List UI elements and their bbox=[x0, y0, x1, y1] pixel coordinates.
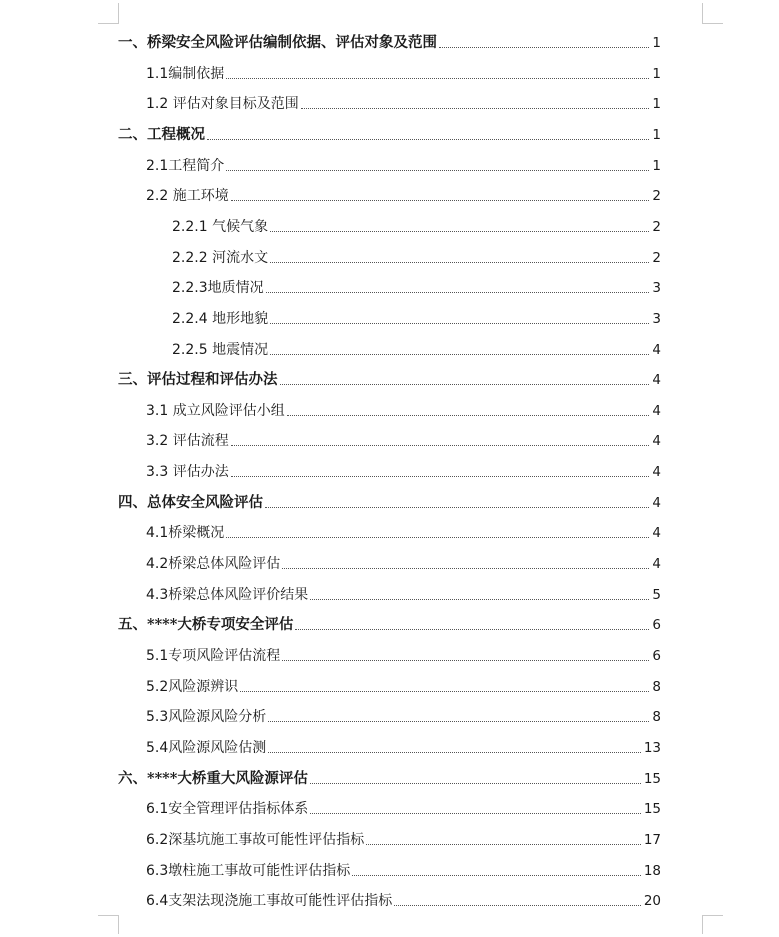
dot-leader bbox=[310, 782, 641, 784]
toc-entry[interactable] bbox=[118, 30, 661, 52]
toc-entry-label: 一、桥梁安全风险评估编制依据、评估对象及范围 bbox=[118, 34, 437, 51]
toc-entry-label: 三、评估过程和评估办法 bbox=[118, 371, 278, 389]
toc-entry[interactable] bbox=[118, 367, 661, 389]
dot-leader bbox=[394, 904, 641, 906]
toc-entry[interactable] bbox=[172, 306, 661, 328]
toc-entry-page-number: 15 bbox=[643, 801, 661, 818]
dot-leader bbox=[207, 138, 649, 140]
toc-entry-label: 5.2风险源辨识 bbox=[146, 678, 239, 695]
toc-entry-label: 1.1编制依据 bbox=[146, 65, 225, 82]
dot-leader bbox=[310, 812, 641, 814]
dot-leader bbox=[240, 690, 649, 692]
dot-leader bbox=[266, 291, 650, 293]
toc-entry[interactable] bbox=[172, 275, 661, 297]
toc-entry-page-number: 2 bbox=[652, 218, 661, 235]
toc-entry-label: 二、工程概况 bbox=[118, 125, 205, 143]
toc-entry-label: 6.2深基坑施工事故可能性评估指标 bbox=[146, 831, 365, 848]
toc-entry-page-number: 17 bbox=[643, 831, 661, 848]
toc-entry-label: 六、****大桥重大风险源评估 bbox=[118, 769, 308, 787]
toc-entry-label: 5.4风险源风险估测 bbox=[146, 739, 267, 756]
toc-entry-label: 4.2桥梁总体风险评估 bbox=[146, 556, 281, 572]
toc-entry[interactable] bbox=[146, 582, 661, 604]
toc-entry-page-number: 4 bbox=[652, 341, 661, 358]
toc-entry-page-number: 2 bbox=[652, 188, 661, 205]
crop-mark-top-right bbox=[702, 3, 723, 24]
toc-entry-page-number: 8 bbox=[652, 678, 661, 695]
dot-leader bbox=[280, 383, 650, 385]
dot-leader bbox=[282, 567, 649, 569]
toc-entry-page-number: 3 bbox=[652, 280, 661, 297]
toc-entry-page-number: 6 bbox=[652, 617, 661, 634]
dot-leader bbox=[295, 628, 649, 630]
toc-entry-label: 6.3墩柱施工事故可能性评估指标 bbox=[146, 862, 351, 879]
dot-leader bbox=[366, 843, 641, 845]
toc-entry-label: 5.1专项风险评估流程 bbox=[146, 648, 281, 664]
toc-entry-page-number: 1 bbox=[652, 126, 661, 143]
toc-entry[interactable] bbox=[146, 520, 661, 542]
toc-entry-page-number: 4 bbox=[652, 372, 661, 389]
dot-leader bbox=[310, 598, 649, 600]
toc-entry[interactable] bbox=[146, 428, 661, 450]
dot-leader bbox=[270, 261, 649, 263]
dot-leader bbox=[439, 46, 649, 48]
toc-entry-page-number: 5 bbox=[652, 586, 661, 603]
toc-entry-page-number: 6 bbox=[652, 648, 661, 664]
toc-entry-page-number: 15 bbox=[643, 770, 661, 787]
toc-entry[interactable] bbox=[118, 612, 661, 634]
toc-entry[interactable] bbox=[146, 827, 661, 849]
toc-entry-page-number: 20 bbox=[643, 893, 661, 910]
toc-entry[interactable] bbox=[146, 704, 661, 726]
toc-entry-page-number: 1 bbox=[652, 65, 661, 82]
dot-leader bbox=[287, 414, 650, 416]
toc-entry[interactable] bbox=[146, 91, 661, 113]
toc-entry[interactable] bbox=[172, 337, 661, 359]
toc-entry[interactable] bbox=[146, 551, 661, 573]
toc-entry-page-number: 4 bbox=[652, 464, 661, 481]
toc-entry-label: 6.1安全管理评估指标体系 bbox=[146, 801, 309, 818]
toc-entry-label: 1.2 评估对象目标及范围 bbox=[146, 96, 299, 113]
toc-entry[interactable] bbox=[118, 766, 661, 788]
toc-entry-page-number: 8 bbox=[652, 709, 661, 726]
toc-entry-label: 2.2 施工环境 bbox=[146, 188, 229, 205]
toc-entry[interactable] bbox=[146, 796, 661, 818]
dot-leader bbox=[231, 475, 650, 477]
toc-entry-label: 2.1工程简介 bbox=[146, 157, 225, 174]
toc-entry-label: 2.2.4 地形地貌 bbox=[172, 310, 269, 327]
dot-leader bbox=[301, 107, 650, 109]
toc-entry-label: 6.4支架法现浇施工事故可能性评估指标 bbox=[146, 893, 393, 910]
dot-leader bbox=[282, 659, 649, 661]
toc-entry-label: 2.2.3地质情况 bbox=[172, 280, 264, 297]
dot-leader bbox=[226, 169, 649, 171]
toc-entry-label: 2.2.5 地震情况 bbox=[172, 341, 269, 358]
toc-entry[interactable] bbox=[172, 214, 661, 236]
toc-entry-page-number: 4 bbox=[652, 433, 661, 450]
toc-entry[interactable] bbox=[146, 888, 661, 910]
toc-entry-page-number: 13 bbox=[643, 739, 661, 756]
toc-entry-label: 4.3桥梁总体风险评价结果 bbox=[146, 586, 309, 603]
crop-mark-top-left bbox=[98, 3, 119, 24]
dot-leader bbox=[270, 353, 649, 355]
toc-entry[interactable] bbox=[118, 122, 661, 144]
toc-entry[interactable] bbox=[146, 183, 661, 205]
toc-entry[interactable] bbox=[172, 245, 661, 267]
dot-leader bbox=[265, 506, 649, 508]
toc-entry-page-number: 4 bbox=[652, 494, 661, 511]
dot-leader bbox=[270, 230, 649, 232]
dot-leader bbox=[226, 536, 649, 538]
toc-entry[interactable] bbox=[146, 735, 661, 757]
dot-leader bbox=[231, 199, 650, 201]
crop-mark-bottom-right bbox=[702, 915, 723, 934]
toc-entry-page-number: 1 bbox=[652, 96, 661, 113]
toc-entry[interactable] bbox=[146, 459, 661, 481]
dot-leader bbox=[268, 720, 649, 722]
toc-entry-page-number: 1 bbox=[652, 35, 661, 51]
toc-entry[interactable] bbox=[146, 643, 661, 665]
toc-entry-label: 3.2 评估流程 bbox=[146, 433, 229, 450]
toc-entry[interactable] bbox=[146, 674, 661, 696]
toc-entry-page-number: 4 bbox=[652, 402, 661, 419]
toc-entry-page-number: 18 bbox=[643, 862, 661, 879]
toc-entry-label: 2.2.2 河流水文 bbox=[172, 249, 269, 266]
dot-leader bbox=[268, 751, 641, 753]
toc-entry-page-number: 2 bbox=[652, 249, 661, 266]
toc-entry-label: 5.3风险源风险分析 bbox=[146, 709, 267, 726]
toc-entry[interactable] bbox=[118, 490, 661, 512]
toc-entry-label: 3.3 评估办法 bbox=[146, 464, 229, 481]
toc-entry[interactable] bbox=[146, 858, 661, 880]
toc-entry-label: 4.1桥梁概况 bbox=[146, 525, 225, 542]
toc-entry[interactable] bbox=[146, 61, 661, 83]
toc-entry-page-number: 4 bbox=[652, 556, 661, 572]
dot-leader bbox=[231, 444, 650, 446]
dot-leader bbox=[270, 322, 649, 324]
toc-entry-label: 3.1 成立风险评估小组 bbox=[146, 402, 285, 419]
toc-entry-page-number: 3 bbox=[652, 310, 661, 327]
toc-entry[interactable] bbox=[146, 398, 661, 420]
toc-entry-page-number: 1 bbox=[652, 157, 661, 174]
toc-entry[interactable] bbox=[146, 153, 661, 175]
toc-entry-label: 2.2.1 气候气象 bbox=[172, 218, 269, 235]
dot-leader bbox=[352, 874, 641, 876]
toc-entry-label: 四、总体安全风险评估 bbox=[118, 493, 263, 511]
dot-leader bbox=[226, 77, 649, 79]
crop-mark-bottom-left bbox=[98, 915, 119, 934]
toc-entry-page-number: 4 bbox=[652, 525, 661, 542]
toc-entry-label: 五、****大桥专项安全评估 bbox=[118, 616, 294, 634]
